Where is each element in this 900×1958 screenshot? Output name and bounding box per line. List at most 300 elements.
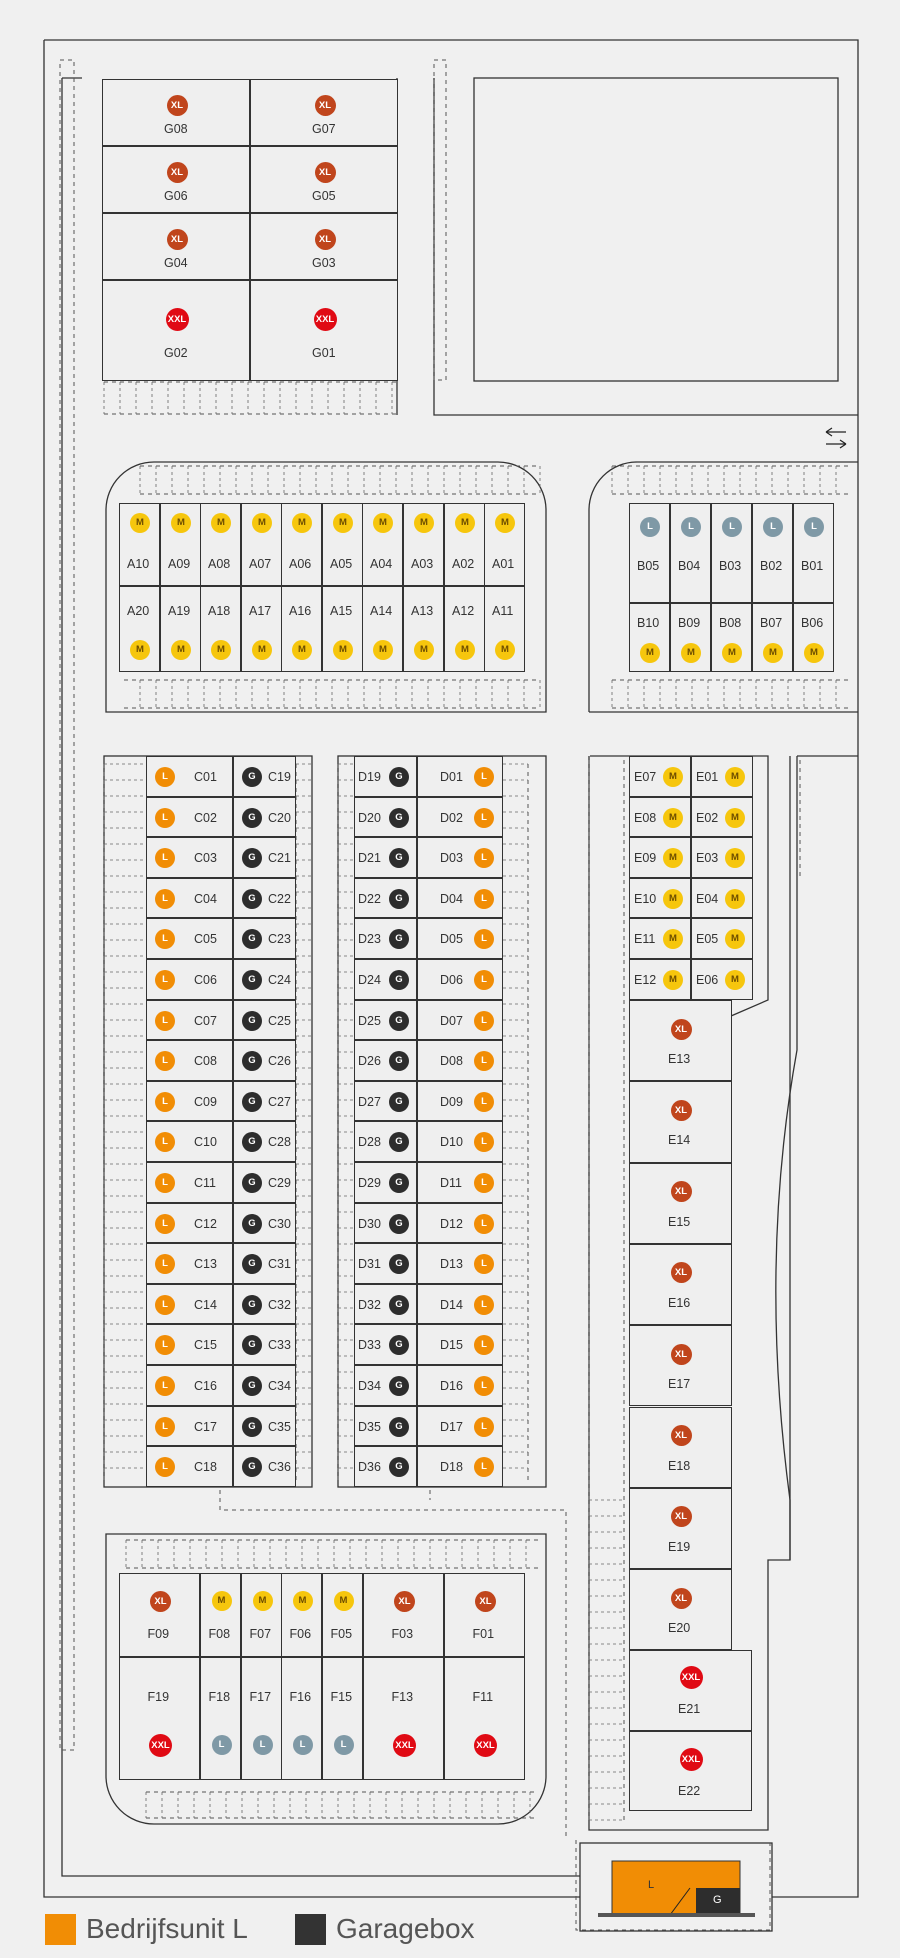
unit-label: A04 xyxy=(370,557,393,571)
unit-label: E05 xyxy=(696,932,719,947)
unit-label: F17 xyxy=(249,1690,272,1704)
unit-a13[interactable] xyxy=(403,586,444,672)
size-badge-icon: L xyxy=(474,1335,494,1355)
unit-d16[interactable] xyxy=(417,1365,503,1406)
unit-c11[interactable] xyxy=(146,1162,233,1203)
unit-label: A12 xyxy=(452,604,475,618)
unit-e03[interactable] xyxy=(691,837,753,878)
size-badge-icon: G xyxy=(389,929,409,949)
unit-label: C16 xyxy=(194,1379,217,1393)
size-badge-icon: L xyxy=(253,1735,273,1755)
unit-f17[interactable] xyxy=(241,1657,282,1780)
size-badge-icon: G xyxy=(389,808,409,828)
size-badge-icon: G xyxy=(389,1376,409,1396)
unit-c29[interactable] xyxy=(233,1162,296,1203)
unit-label: E21 xyxy=(678,1702,701,1716)
size-badge-icon: M xyxy=(722,643,742,663)
unit-d11[interactable] xyxy=(417,1162,503,1203)
unit-g02[interactable] xyxy=(102,280,250,381)
unit-a20[interactable] xyxy=(119,586,160,672)
unit-b09[interactable] xyxy=(670,603,711,672)
unit-label: C15 xyxy=(194,1338,217,1353)
unit-g06[interactable] xyxy=(102,146,250,213)
unit-f19[interactable] xyxy=(119,1657,200,1780)
size-badge-icon: G xyxy=(389,767,409,787)
unit-d35[interactable] xyxy=(354,1406,417,1447)
size-badge-icon: G xyxy=(242,1254,262,1274)
unit-a17[interactable] xyxy=(241,586,282,672)
unit-d14[interactable] xyxy=(417,1284,503,1325)
size-badge-icon: M xyxy=(333,640,353,660)
unit-label: A10 xyxy=(127,557,150,571)
unit-c18[interactable] xyxy=(146,1446,233,1487)
unit-f16[interactable] xyxy=(281,1657,322,1780)
unit-a16[interactable] xyxy=(281,586,322,672)
unit-a18[interactable] xyxy=(200,586,241,672)
size-badge-icon: M xyxy=(725,767,745,787)
unit-label: D13 xyxy=(440,1257,463,1272)
unit-c23[interactable] xyxy=(233,918,296,959)
unit-label: B02 xyxy=(760,559,783,573)
unit-c04[interactable] xyxy=(146,878,233,919)
unit-label: D10 xyxy=(440,1135,463,1150)
unit-d20[interactable] xyxy=(354,797,417,838)
unit-a09[interactable] xyxy=(160,503,201,586)
unit-c36[interactable] xyxy=(233,1446,296,1487)
unit-label: C03 xyxy=(194,851,217,866)
unit-f07[interactable] xyxy=(241,1573,282,1657)
unit-f05[interactable] xyxy=(322,1573,363,1657)
unit-label: D17 xyxy=(440,1419,463,1434)
unit-label: A17 xyxy=(249,604,272,618)
unit-label: D09 xyxy=(440,1094,463,1109)
size-badge-icon: L xyxy=(474,1417,494,1437)
size-badge-icon: L xyxy=(474,970,494,990)
unit-g01[interactable] xyxy=(250,280,398,381)
unit-label: B10 xyxy=(637,616,660,630)
unit-c06[interactable] xyxy=(146,959,233,1000)
size-badge-icon: L xyxy=(722,517,742,537)
unit-c34[interactable] xyxy=(233,1365,296,1406)
unit-label: B08 xyxy=(719,616,742,630)
unit-label: E15 xyxy=(668,1214,691,1229)
size-badge-icon: G xyxy=(242,1376,262,1396)
unit-c17[interactable] xyxy=(146,1406,233,1447)
unit-d09[interactable] xyxy=(417,1081,503,1122)
unit-c26[interactable] xyxy=(233,1040,296,1081)
unit-label: E18 xyxy=(668,1458,691,1473)
unit-c24[interactable] xyxy=(233,959,296,1000)
unit-e14[interactable] xyxy=(629,1081,732,1162)
unit-c07[interactable] xyxy=(146,1000,233,1041)
size-badge-icon: L xyxy=(474,889,494,909)
size-badge-icon: M xyxy=(725,848,745,868)
size-badge-icon: M xyxy=(211,513,231,533)
unit-d34[interactable] xyxy=(354,1365,417,1406)
unit-label: A18 xyxy=(208,604,231,618)
unit-c01[interactable] xyxy=(146,756,233,797)
unit-label: D25 xyxy=(358,1013,381,1028)
unit-a15[interactable] xyxy=(322,586,363,672)
unit-e21[interactable] xyxy=(629,1650,752,1731)
size-badge-icon: M xyxy=(725,808,745,828)
size-badge-icon: XL xyxy=(315,95,336,116)
size-badge-icon: M xyxy=(373,513,393,533)
unit-d33[interactable] xyxy=(354,1324,417,1365)
unit-d32[interactable] xyxy=(354,1284,417,1325)
size-badge-icon: G xyxy=(389,1335,409,1355)
unit-label: D28 xyxy=(358,1135,381,1150)
unit-d36[interactable] xyxy=(354,1446,417,1487)
size-badge-icon: XXL xyxy=(166,308,189,331)
unit-label: F11 xyxy=(472,1690,494,1704)
unit-label: D08 xyxy=(440,1054,463,1069)
unit-f08[interactable] xyxy=(200,1573,241,1657)
unit-label: D01 xyxy=(440,770,463,784)
unit-c35[interactable] xyxy=(233,1406,296,1447)
unit-a06[interactable] xyxy=(281,503,322,586)
size-badge-icon: G xyxy=(242,929,262,949)
size-badge-icon: XL xyxy=(315,162,336,183)
unit-label: E17 xyxy=(668,1377,691,1392)
unit-a05[interactable] xyxy=(322,503,363,586)
unit-c30[interactable] xyxy=(233,1203,296,1244)
unit-label: F08 xyxy=(208,1627,231,1641)
unit-g04[interactable] xyxy=(102,213,250,280)
size-badge-icon: L xyxy=(640,517,660,537)
unit-label: F05 xyxy=(330,1627,353,1641)
unit-c10[interactable] xyxy=(146,1121,233,1162)
size-badge-icon: L xyxy=(155,808,175,828)
size-badge-icon: L xyxy=(155,1051,175,1071)
unit-label: E11 xyxy=(634,932,656,947)
unit-c31[interactable] xyxy=(233,1243,296,1284)
unit-f03[interactable] xyxy=(363,1573,444,1657)
unit-label: D05 xyxy=(440,932,463,947)
unit-a04[interactable] xyxy=(362,503,403,586)
size-badge-icon: G xyxy=(389,970,409,990)
size-badge-icon: XL xyxy=(671,1262,692,1283)
unit-label: D32 xyxy=(358,1297,381,1312)
size-badge-icon: G xyxy=(242,1457,262,1477)
unit-label: A11 xyxy=(492,604,514,618)
legend-swatch-bedrijfsunit xyxy=(45,1914,76,1945)
unit-a19[interactable] xyxy=(160,586,201,672)
unit-e17[interactable] xyxy=(629,1325,732,1406)
size-badge-icon: L xyxy=(155,767,175,787)
unit-c14[interactable] xyxy=(146,1284,233,1325)
unit-label: D06 xyxy=(440,973,463,987)
size-badge-icon: L xyxy=(474,1457,494,1477)
size-badge-icon: G xyxy=(242,1214,262,1234)
unit-label: E01 xyxy=(696,770,719,784)
unit-a14[interactable] xyxy=(362,586,403,672)
unit-b03[interactable] xyxy=(711,503,752,603)
size-badge-icon: G xyxy=(389,1132,409,1152)
unit-e01[interactable] xyxy=(691,756,753,797)
unit-label: C20 xyxy=(268,810,291,825)
unit-label: E04 xyxy=(696,891,719,906)
unit-g07[interactable] xyxy=(250,79,398,146)
size-badge-icon: L xyxy=(155,1376,175,1396)
unit-label: D14 xyxy=(440,1297,463,1312)
unit-f09[interactable] xyxy=(119,1573,200,1657)
size-badge-icon: L xyxy=(474,1376,494,1396)
size-badge-icon: G xyxy=(242,889,262,909)
unit-c05[interactable] xyxy=(146,918,233,959)
size-badge-icon: XL xyxy=(394,1591,415,1612)
unit-d10[interactable] xyxy=(417,1121,503,1162)
unit-a01[interactable] xyxy=(484,503,525,586)
size-badge-icon: G xyxy=(242,1295,262,1315)
unit-e13[interactable] xyxy=(629,1000,732,1081)
size-badge-icon: L xyxy=(155,1214,175,1234)
size-badge-icon: M xyxy=(252,640,272,660)
size-badge-icon: XXL xyxy=(314,308,337,331)
unit-c22[interactable] xyxy=(233,878,296,919)
unit-label: A13 xyxy=(411,604,434,618)
unit-a03[interactable] xyxy=(403,503,444,586)
unit-label: C33 xyxy=(268,1338,291,1353)
size-badge-icon: G xyxy=(242,808,262,828)
unit-c03[interactable] xyxy=(146,837,233,878)
size-badge-icon: XL xyxy=(167,95,188,116)
unit-label: D20 xyxy=(358,810,381,825)
unit-c25[interactable] xyxy=(233,1000,296,1041)
unit-b08[interactable] xyxy=(711,603,752,672)
size-badge-icon: M xyxy=(663,889,683,909)
unit-e12[interactable] xyxy=(629,959,691,1000)
unit-label: C28 xyxy=(268,1135,291,1150)
unit-label: E14 xyxy=(668,1133,691,1148)
unit-label: D24 xyxy=(358,973,381,987)
unit-label: C19 xyxy=(268,770,291,784)
unit-d02[interactable] xyxy=(417,797,503,838)
unit-d04[interactable] xyxy=(417,878,503,919)
size-badge-icon: G xyxy=(389,889,409,909)
unit-label: D11 xyxy=(440,1176,463,1190)
unit-g08[interactable] xyxy=(102,79,250,146)
unit-d30[interactable] xyxy=(354,1203,417,1244)
size-badge-icon: L xyxy=(474,848,494,868)
unit-d17[interactable] xyxy=(417,1406,503,1447)
unit-c19[interactable] xyxy=(233,756,296,797)
unit-c27[interactable] xyxy=(233,1081,296,1122)
legend-garagebox xyxy=(295,1912,475,1946)
unit-label: A02 xyxy=(452,557,475,571)
size-badge-icon: L xyxy=(155,1173,175,1193)
size-badge-icon: XL xyxy=(671,1181,692,1202)
size-badge-icon: M xyxy=(725,929,745,949)
unit-e06[interactable] xyxy=(691,959,753,1000)
unit-label: D26 xyxy=(358,1054,381,1069)
unit-label: C34 xyxy=(268,1379,291,1393)
size-badge-icon: M xyxy=(663,970,683,990)
size-badge-icon: L xyxy=(474,1173,494,1193)
unit-d06[interactable] xyxy=(417,959,503,1000)
unit-label: E07 xyxy=(634,770,657,784)
unit-e09[interactable] xyxy=(629,837,691,878)
unit-label: D16 xyxy=(440,1379,463,1393)
unit-c20[interactable] xyxy=(233,797,296,838)
size-badge-icon: L xyxy=(474,808,494,828)
unit-label: C11 xyxy=(194,1176,217,1190)
unit-label: C27 xyxy=(268,1094,291,1109)
unit-label: C36 xyxy=(268,1460,291,1475)
unit-label: B03 xyxy=(719,559,742,573)
unit-b06[interactable] xyxy=(793,603,834,672)
unit-b10[interactable] xyxy=(629,603,670,672)
unit-label: C08 xyxy=(194,1054,217,1069)
unit-label: F15 xyxy=(330,1690,353,1704)
size-badge-icon: L xyxy=(155,1335,175,1355)
unit-b05[interactable] xyxy=(629,503,670,603)
size-badge-icon: XXL xyxy=(680,1748,703,1771)
unit-label: E02 xyxy=(696,810,719,825)
unit-e07[interactable] xyxy=(629,756,691,797)
unit-a12[interactable] xyxy=(444,586,485,672)
unit-label: D33 xyxy=(358,1338,381,1353)
unit-label: C09 xyxy=(194,1094,217,1109)
unit-d12[interactable] xyxy=(417,1203,503,1244)
unit-c02[interactable] xyxy=(146,797,233,838)
unit-label: C07 xyxy=(194,1013,217,1028)
unit-g03[interactable] xyxy=(250,213,398,280)
unit-c21[interactable] xyxy=(233,837,296,878)
unit-d15[interactable] xyxy=(417,1324,503,1365)
unit-label: F16 xyxy=(289,1690,312,1704)
unit-label: A07 xyxy=(249,557,272,571)
unit-label: C25 xyxy=(268,1013,291,1028)
unit-label: E06 xyxy=(696,973,719,987)
unit-label: G05 xyxy=(312,189,336,203)
unit-label: D34 xyxy=(358,1379,381,1393)
unit-e04[interactable] xyxy=(691,878,753,919)
unit-e02[interactable] xyxy=(691,797,753,838)
unit-c12[interactable] xyxy=(146,1203,233,1244)
unit-label: D12 xyxy=(440,1216,463,1231)
unit-b04[interactable] xyxy=(670,503,711,603)
size-badge-icon: M xyxy=(130,513,150,533)
size-badge-icon: M xyxy=(763,643,783,663)
unit-e10[interactable] xyxy=(629,878,691,919)
size-badge-icon: XL xyxy=(150,1591,171,1612)
unit-b07[interactable] xyxy=(752,603,793,672)
unit-d23[interactable] xyxy=(354,918,417,959)
unit-a02[interactable] xyxy=(444,503,485,586)
unit-b02[interactable] xyxy=(752,503,793,603)
unit-c09[interactable] xyxy=(146,1081,233,1122)
unit-f18[interactable] xyxy=(200,1657,241,1780)
unit-label: A16 xyxy=(289,604,312,618)
unit-d26[interactable] xyxy=(354,1040,417,1081)
unit-e16[interactable] xyxy=(629,1244,732,1325)
unit-b01[interactable] xyxy=(793,503,834,603)
size-badge-icon: M xyxy=(253,1591,273,1611)
unit-d07[interactable] xyxy=(417,1000,503,1041)
unit-d25[interactable] xyxy=(354,1000,417,1041)
legend-swatch-garagebox xyxy=(295,1914,326,1945)
unit-d21[interactable] xyxy=(354,837,417,878)
size-badge-icon: M xyxy=(663,848,683,868)
size-badge-icon: M xyxy=(663,929,683,949)
unit-label: C30 xyxy=(268,1216,291,1231)
unit-e19[interactable] xyxy=(629,1488,732,1569)
unit-e08[interactable] xyxy=(629,797,691,838)
size-badge-icon: G xyxy=(389,1254,409,1274)
unit-d08[interactable] xyxy=(417,1040,503,1081)
unit-label: A09 xyxy=(168,557,191,571)
size-badge-icon: L xyxy=(212,1735,232,1755)
unit-e05[interactable] xyxy=(691,918,753,959)
unit-d31[interactable] xyxy=(354,1243,417,1284)
unit-d13[interactable] xyxy=(417,1243,503,1284)
unit-c33[interactable] xyxy=(233,1324,296,1365)
unit-d29[interactable] xyxy=(354,1162,417,1203)
unit-label: B01 xyxy=(801,559,824,573)
unit-d22[interactable] xyxy=(354,878,417,919)
unit-a11[interactable] xyxy=(484,586,525,672)
size-badge-icon: XXL xyxy=(393,1734,416,1757)
unit-label: C21 xyxy=(268,851,291,866)
unit-a08[interactable] xyxy=(200,503,241,586)
unit-a07[interactable] xyxy=(241,503,282,586)
unit-label: G02 xyxy=(164,346,188,360)
unit-g05[interactable] xyxy=(250,146,398,213)
unit-f11[interactable] xyxy=(444,1657,525,1780)
unit-label: C10 xyxy=(194,1135,217,1150)
unit-c13[interactable] xyxy=(146,1243,233,1284)
legend-bedrijfsunit xyxy=(45,1912,248,1946)
unit-c16[interactable] xyxy=(146,1365,233,1406)
unit-d18[interactable] xyxy=(417,1446,503,1487)
unit-f15[interactable] xyxy=(322,1657,363,1780)
unit-d01[interactable] xyxy=(417,756,503,797)
unit-d05[interactable] xyxy=(417,918,503,959)
unit-d24[interactable] xyxy=(354,959,417,1000)
unit-e22[interactable] xyxy=(629,1731,752,1811)
unit-label: A14 xyxy=(370,604,393,618)
unit-c08[interactable] xyxy=(146,1040,233,1081)
unit-d19[interactable] xyxy=(354,756,417,797)
unit-e15[interactable] xyxy=(629,1163,732,1244)
unit-d03[interactable] xyxy=(417,837,503,878)
unit-label: B06 xyxy=(801,616,824,630)
unit-d28[interactable] xyxy=(354,1121,417,1162)
unit-label: A03 xyxy=(411,557,434,571)
unit-c28[interactable] xyxy=(233,1121,296,1162)
unit-f06[interactable] xyxy=(281,1573,322,1657)
unit-f01[interactable] xyxy=(444,1573,525,1657)
unit-label: G03 xyxy=(312,256,336,270)
unit-f13[interactable] xyxy=(363,1657,444,1780)
unit-c32[interactable] xyxy=(233,1284,296,1325)
size-badge-icon: L xyxy=(474,929,494,949)
unit-e18[interactable] xyxy=(629,1407,732,1488)
size-badge-icon: G xyxy=(389,1011,409,1031)
size-badge-icon: M xyxy=(663,767,683,787)
unit-c15[interactable] xyxy=(146,1324,233,1365)
size-badge-icon: M xyxy=(252,513,272,533)
unit-d27[interactable] xyxy=(354,1081,417,1122)
unit-label: F01 xyxy=(472,1627,495,1641)
unit-a10[interactable] xyxy=(119,503,160,586)
size-badge-icon: G xyxy=(242,1173,262,1193)
size-badge-icon: L xyxy=(155,1295,175,1315)
unit-e11[interactable] xyxy=(629,918,691,959)
unit-e20[interactable] xyxy=(629,1569,732,1650)
unit-label: A06 xyxy=(289,557,312,571)
